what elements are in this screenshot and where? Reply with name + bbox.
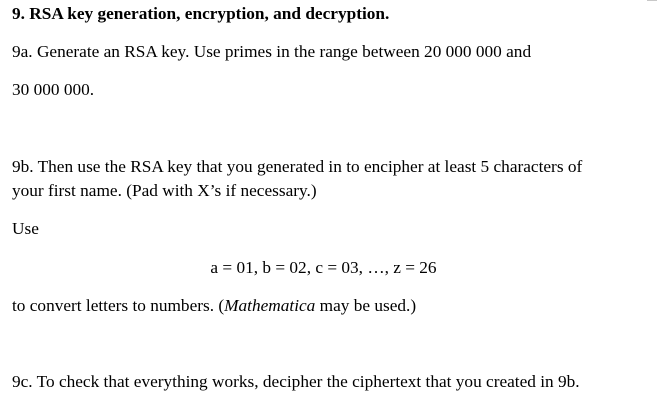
part-b-line-2: your first name. (Pad with X’s if necessary.) (12, 181, 317, 200)
mathematica-italic: Mathematica (224, 296, 316, 315)
part-b-line-1: 9b. Then use the RSA key that you generated in to encipher at least 5 characters of (12, 157, 583, 176)
page-corner-mark (647, 0, 657, 1)
part-a-line-2: 30 000 000. (12, 80, 95, 99)
part-c-line-1: 9c. To check that everything works, decipher the ciphertext that you created in 9b. (12, 372, 580, 391)
convert-prefix: to convert letters to numbers. ( (12, 296, 225, 315)
letter-mapping-formula (0, 258, 657, 278)
convert-suffix: may be used.) (315, 296, 417, 315)
part-a-line-1: 9a. Generate an RSA key. Use primes in the range between 20 000 000 and (12, 42, 532, 61)
part-b-use-label: Use (12, 219, 39, 238)
problem-heading: 9. RSA key generation, encryption, and decryption. (12, 4, 390, 23)
part-b-convert-line (12, 296, 416, 316)
formula-text: a = 01, b = 02, c = 03, …, z = 26 (210, 258, 437, 277)
